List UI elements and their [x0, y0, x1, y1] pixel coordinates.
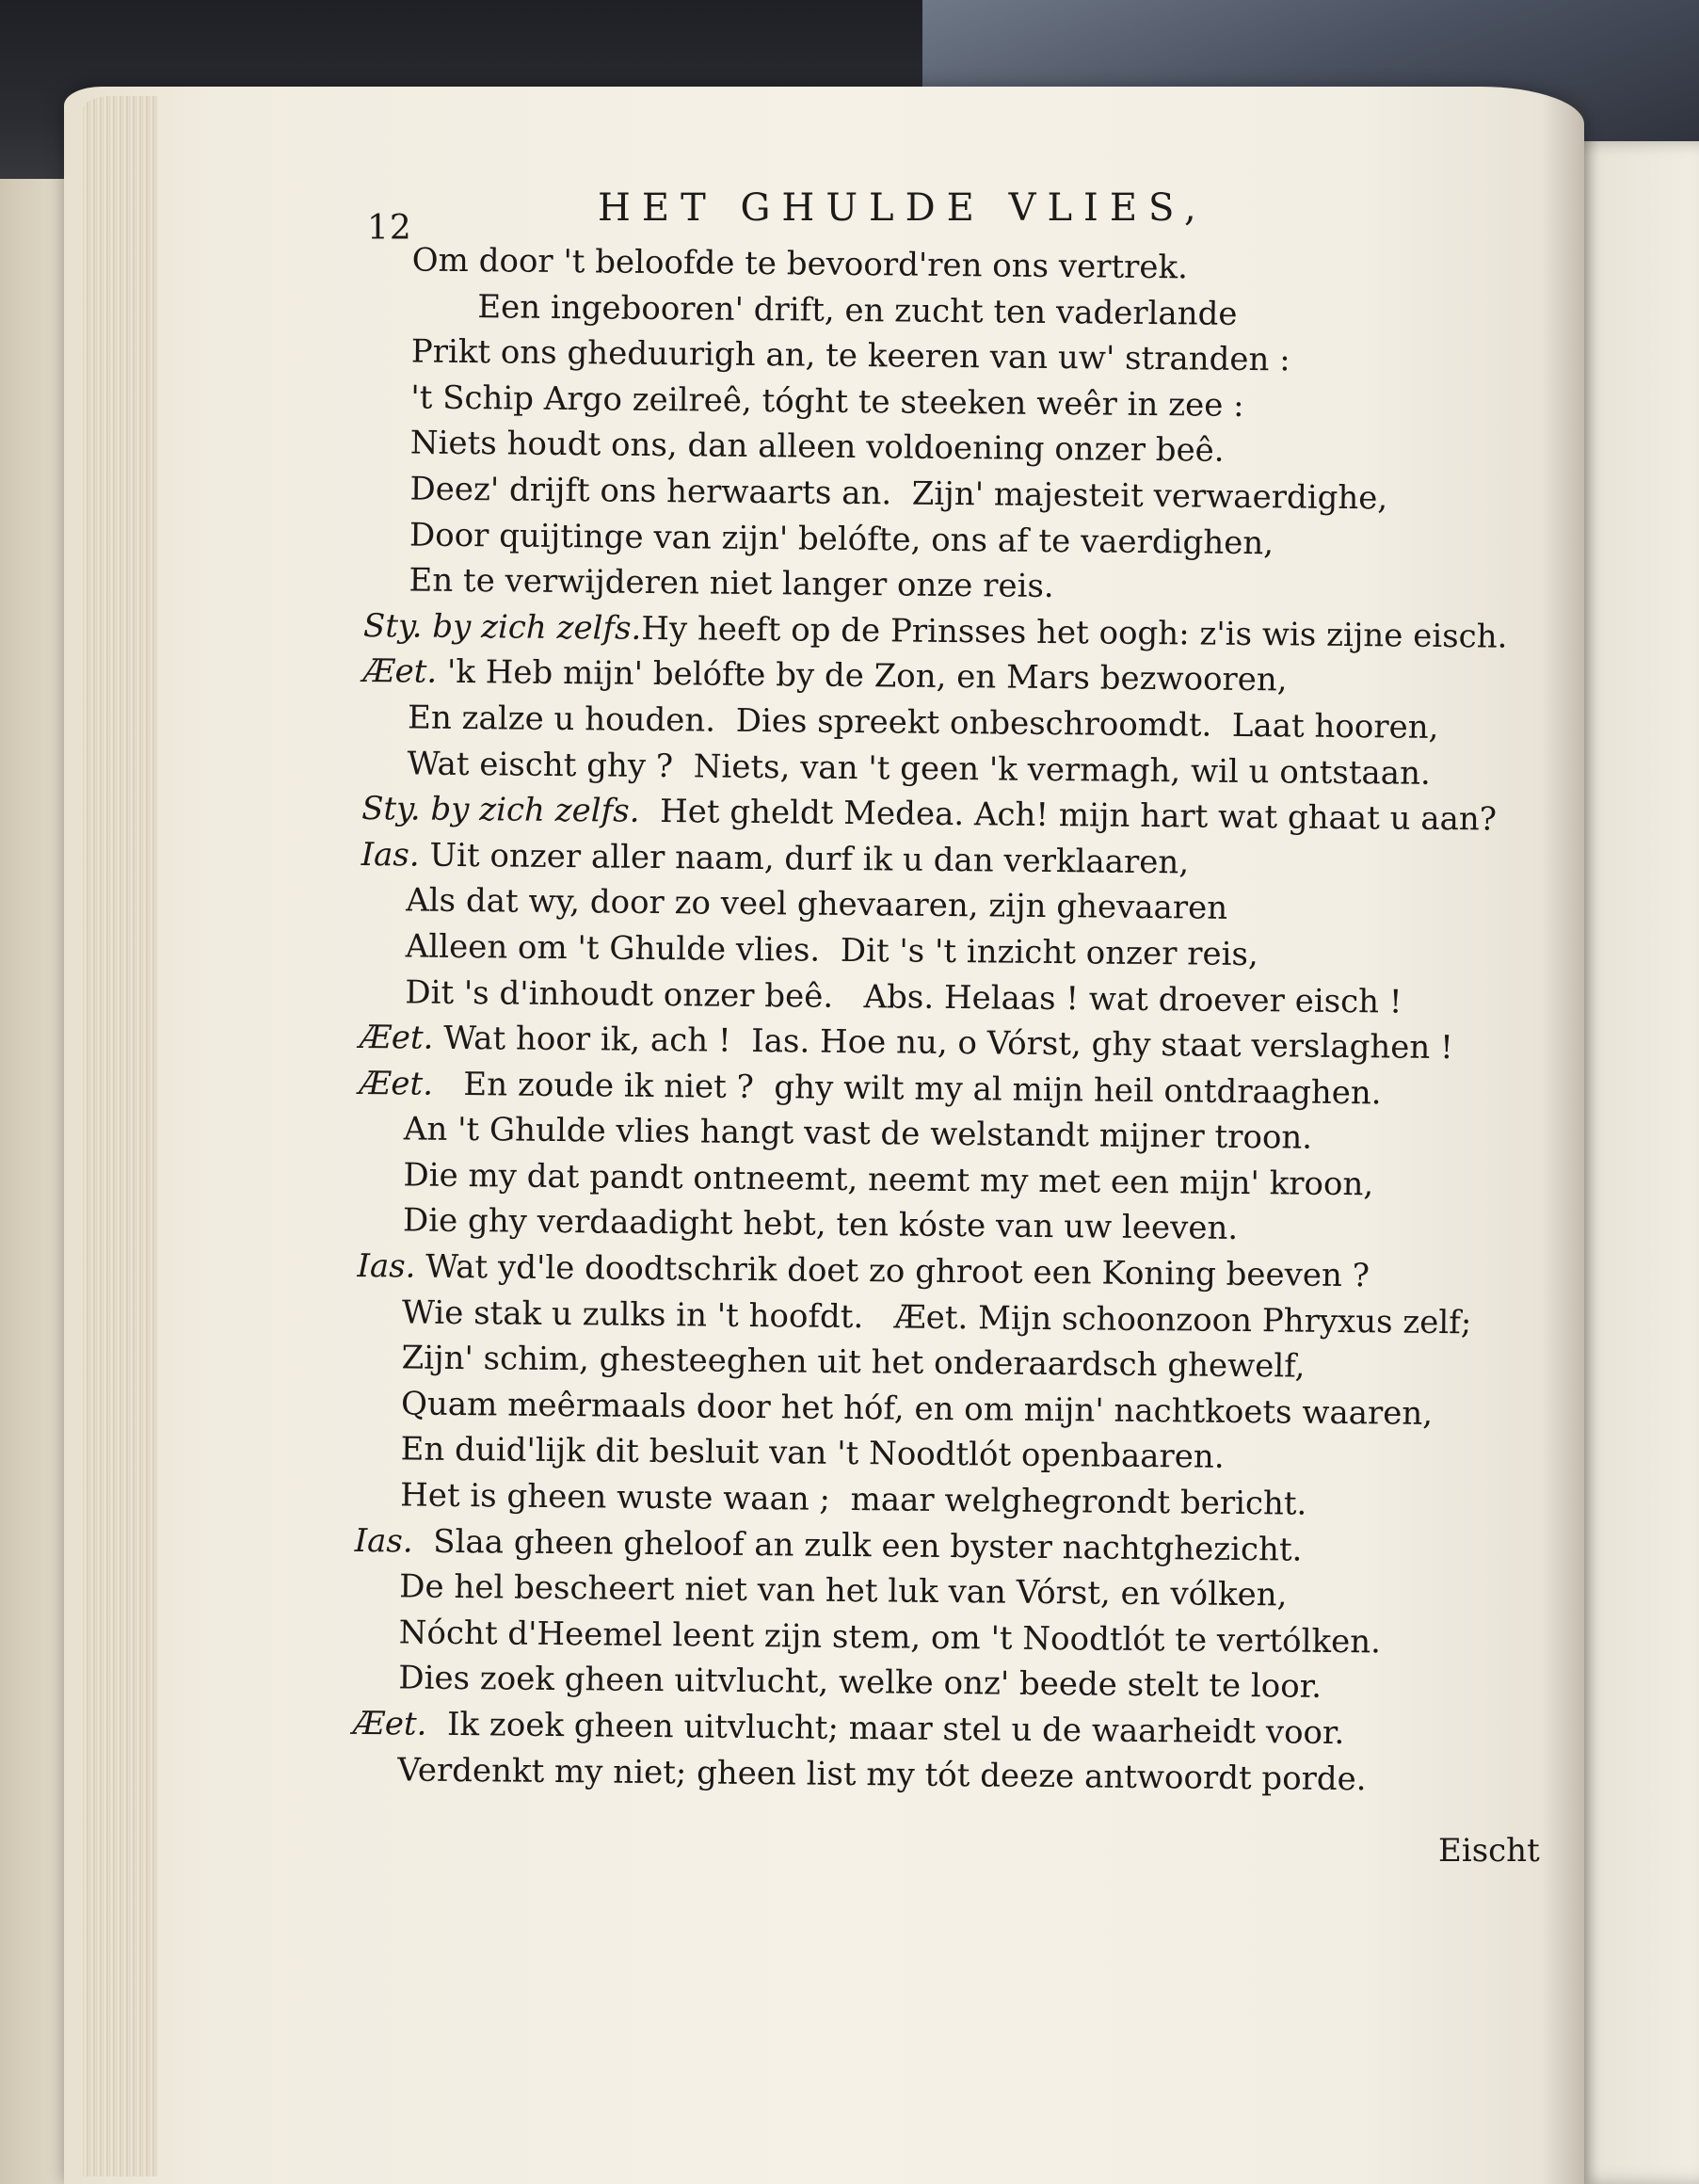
speaker-label: Ias.	[354, 1521, 413, 1561]
line-text: En zoude ik niet ? ghy wilt my al mijn heil ontdraaghen.	[432, 1065, 1382, 1113]
line-text: Alleen om 't Ghulde vlies. Dit 's 't inzicht onzer reis,	[405, 927, 1258, 974]
facing-page-edge	[1567, 141, 1699, 2184]
running-head: HET GHULDE VLIES,	[598, 186, 1208, 230]
line-text: Een ingebooren' drift, en zucht ten vaderlande	[477, 287, 1238, 333]
line-text: Uit onzer aller naam, durf ik u dan verklaaren,	[419, 836, 1190, 882]
speaker-label: Æet.	[362, 652, 438, 692]
speaker-label: Ias.	[361, 835, 420, 875]
line-text: Quam meêrmaals door het hóf, en om mijn' nachtkoets waaren,	[400, 1385, 1434, 1433]
line-text: Die ghy verdaadight hebt, ten kóste van uw leeven.	[402, 1201, 1239, 1248]
verse-text	[352, 237, 1534, 1804]
line-text: Het is gheen wuste waan ; maar welghegrondt bericht.	[399, 1476, 1307, 1523]
line-text: Zijn' schim, ghesteeghen uit het onderaardsch ghewelf,	[401, 1339, 1306, 1386]
line-text: Het gheldt Medea. Ach! mijn hart wat ghaat u aan?	[639, 792, 1498, 839]
line-text: Niets houdt ons, dan alleen voldoening onzer beê.	[409, 424, 1225, 471]
speaker-label: Æet.	[352, 1704, 427, 1743]
line-text: Die my dat pandt ontneemt, neemt my met een mijn' kroon,	[403, 1156, 1374, 1204]
catchword: Eischt	[1438, 1832, 1540, 1870]
line-text: De hel bescheert niet van het luk van Vórst, en vólken,	[399, 1567, 1288, 1614]
line-text: En te verwijderen niet langer onze reis.	[409, 561, 1054, 606]
line-text: 't Schip Argo zeilreê, tóght te steeken weêr in zee :	[410, 378, 1244, 425]
line-text: Hy heeft op de Prinsses het oogh: z'is wis zijne eisch.	[641, 609, 1508, 656]
line-text: Prikt ons gheduurigh an, te keeren van uw' stranden :	[410, 332, 1290, 379]
line-text: Ik zoek gheen uitvlucht; maar stel u de waarheidt voor.	[426, 1705, 1345, 1753]
speaker-label: Sty. by zich zelfs.	[361, 790, 640, 830]
line-text: Verdenkt my niet; gheen list my tót deeze antwoordt porde.	[397, 1750, 1367, 1798]
line-text: 'k Heb mijn' belófte by de Zon, en Mars bezwooren,	[437, 653, 1288, 699]
line-text: Dit 's d'inhoudt onzer beê. Abs. Helaas ! wat droever eisch !	[405, 972, 1402, 1021]
line-text: En duid'lijk dit besluit van 't Noodtlót openbaaren.	[400, 1430, 1225, 1477]
gutter-shadow	[1542, 87, 1584, 2184]
line-text: Wat yd'le doodtschrik doet zo ghroot een Koning beeven ?	[415, 1247, 1370, 1295]
page-number: 12	[367, 209, 412, 248]
page-edges	[83, 96, 158, 2176]
speaker-label: Sty. by zich zelfs.	[362, 606, 642, 648]
line-text: Wat hoor ik, ach ! Ias. Hoe nu, o Vórst, ghy staat verslaghen !	[433, 1019, 1453, 1068]
speaker-label: Ias.	[357, 1247, 416, 1286]
line-text: Deez' drijft ons herwaarts an. Zijn' majesteit verwaerdighe,	[409, 470, 1388, 518]
line-text: Door quijtinge van zijn' belófte, ons af te vaerdighen,	[409, 516, 1274, 562]
line-text: Slaa gheen gheloof an zulk een byster nachtghezicht.	[412, 1522, 1303, 1569]
speaker-label: Æet.	[359, 1064, 434, 1103]
line-text: Als dat wy, door zo veel ghevaaren, zijn ghevaaren	[406, 881, 1228, 928]
line-text: Nócht d'Heemel leent zijn stem, om 't Noodtlót te vertólken.	[398, 1614, 1382, 1662]
line-text: Wie stak u zulks in 't hoofdt. Æet. Mijn schoonzoon Phryxus zelf;	[401, 1293, 1472, 1341]
speaker-label: Æet.	[359, 1019, 434, 1057]
line-text: Om door 't beloofde te bevoord'ren ons vertrek.	[411, 241, 1189, 287]
line-text: Dies zoek gheen uitvlucht, welke onz' beede stelt te loor.	[398, 1659, 1322, 1707]
line-text: En zalze u houden. Dies spreekt onbeschroomdt. Laat hooren,	[407, 699, 1439, 747]
line-text: An 't Ghulde vlies hangt vast de welstandt mijner troon.	[403, 1110, 1313, 1157]
line-text: Wat eischt ghy ? Niets, van 't geen 'k vermagh, wil u ontstaan.	[407, 744, 1431, 793]
